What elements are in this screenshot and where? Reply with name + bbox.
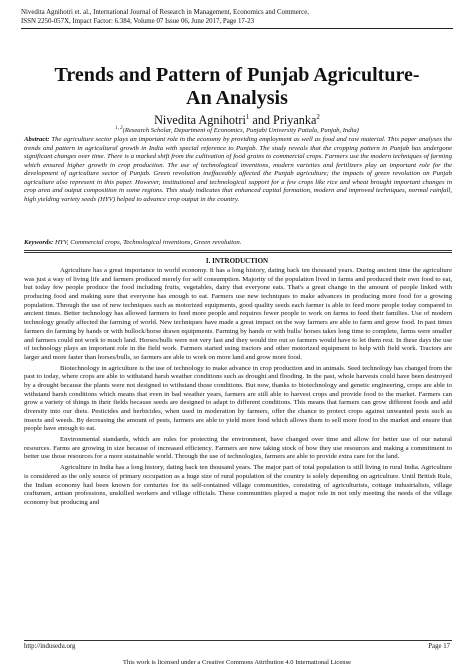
affiliation-text: (Research Scholar, Department of Economics, Punjabi University Patiala, Punjab, India) (122, 127, 359, 135)
running-header (21, 9, 451, 26)
license-note: This work is licensed under a Creative Commons Attribution 4.0 International License (122, 659, 352, 666)
header-line-2: ISSN 2250-057X, Impact Factor: 6.384, Volume 07 Issue 06, June 2017, Page 17-23 (21, 17, 255, 25)
body-paragraph-1: Agriculture has a great importance in world economy. It has a long history, dating back ten thousand years. During ancient time the agriculture was just a way of living life and farmers produced merely for self consumption. Majority of the population lived in farms and produced their own food to eat, but today few people produce the food including fruits, vegetables, dairy that everyone eats. That's a great change in the amount of people linked with producing food and making sure that everyone has enough to eat. Farmers use new techniques to make advances in producing more food for a growing population. Through the use of new techniques such as motorized equipments, good quality seeds each farmer is able to feed more people today compared to ancient times. Better technology has allowed farmers to feed more people and requires fewer people to work on farms to feed their families. Use of modern technology greatly affected the farming of world. New techniques have made a great impact on the way farmers are able to farm and grow food. In past times farmers do farming by hands or with bullock/horse drawn equipments. Farming by hands or with bulls/ horses takes long time to complete, farms were smaller and farmers could not work to much land. Horses/bulls were not very fast and they would tire out so farmers would have to let them rest. In these days the use of technology plays an important role in the field work. Farmers started using tractors and other motorized equipment to help with field work. Tractors are larger and more faster than horses/bulls, so farmers are able to work on more land and grow more food. (24, 267, 452, 361)
author-1: Nivedita Agnihotri (154, 113, 246, 128)
keywords (24, 239, 452, 248)
author-2-marker: 2 (316, 113, 320, 121)
body-paragraph-2: Biotechnology in agriculture is the use of technology to make advance in crop production and in animals. Seed technology has changed from the past to today, where crops are able to withstand harsh weather conditions such as drought and flooding. In the past, whole harvests could have been destroyed by a drought because the plants were not designed to withstand those conditions. But now, thanks to biotechnology and genetic engineering, crops are able to withstand harsh conditions which means that even in bad weather years, farmers are still able to harvest crops and provide food to the market. Farmers can grow a variety of things in their fields because seeds are designed to adapt to different conditions. This means that farmers can grow different foods and add diversity into our diets. Pesticides and herbicides, when used in moderation by farmers, offer the chance to protect crops against unwanted pests such as insects and weeds. By decreasing the amount of pests, farmers are able to yield more food which allows them to sell more food to the market and ensure that people have enough to eat. (24, 364, 452, 433)
title-line-1: Trends and Pattern of Punjab Agriculture- (54, 64, 420, 86)
author-2: and Priyanka (249, 113, 317, 128)
page-number: Page 17 (428, 643, 450, 650)
header-divider (21, 28, 453, 29)
body-paragraph-3: Environmental standards, which are rules for protecting the environment, have changed over time and allow for better use of our natural resources. Farms are growing in size because of increased efficiency. Farmers are now taking stock of how they use resources and making a commitment to better use those resources for a more sustainable world. Through the use of technologies, farmers are able to provide extra care for the land. (24, 436, 452, 461)
section-divider-bottom (24, 252, 452, 253)
section-heading: I. INTRODUCTION (205, 257, 269, 265)
header-line-1: Nivedita Agnihotri et. al., International Journal of Research in Management, Economics and Commerce, (21, 9, 309, 16)
body-text (24, 267, 452, 508)
paper-title (24, 64, 450, 110)
abstract-label: Abstract: (24, 136, 50, 143)
affiliation (24, 125, 450, 135)
footer-divider (24, 640, 452, 641)
affiliation-marker: 1, 2 (115, 126, 123, 131)
author-1-marker: 1 (245, 113, 250, 121)
title-line-2: An Analysis (186, 87, 288, 109)
journal-url-link[interactable]: http://indusedu.org (24, 643, 76, 650)
body-paragraph-4: Agriculture in India has a long history, dating back ten thousand years. The major part of total population is still living in rural India. Agriculture is considered as the only source of primary occupation as a huge size of rural population of the country is solely depending on agriculture. Until British Rule, the Indian economy had been known for centuries for its self-contained village communities, consisting of agriculturists, cottage industrialists, village craftsmen, artisan professions, unskilled workers and village officials. These communities played a major role in not only meeting the needs of the village economy but producing and (24, 464, 452, 506)
abstract (24, 136, 452, 204)
keywords-text: HYV, Commercial crops, Technological inventions, Green revolution. (53, 239, 242, 246)
section-divider-top (24, 250, 452, 251)
keywords-label: Keywords: (24, 239, 54, 246)
abstract-text: The agriculture sector plays an important role in the economy by providing employment as well as food and raw material. This paper analyses the trends and pattern in agricultural growth in India with special reference to Punjab. The study reveals that the cropping pattern in Punjab has undergone significant changes over time. There is a marked shift from the cultivation of food grains to commercial crops. Farmers use the modern techniques of farming which ensured higher growth in crop production. The use of technological inventions, modern varieties and fertilizers play an important role for the development of agriculture sector of Punjab. Green revolution ineffaceably affected the Punjab agriculture; the impacts of green revolution on Punjab agriculture also represent in this paper. However, institutional and technological support for a few crops like rice and wheat brought important changes in crop area and output composition in some regions. This study indicates that enhanced capital formation, modern and improved techniques, normal rainfall, high yielding variety seeds (HYV) helped to advance crop output in the country. (24, 136, 452, 203)
